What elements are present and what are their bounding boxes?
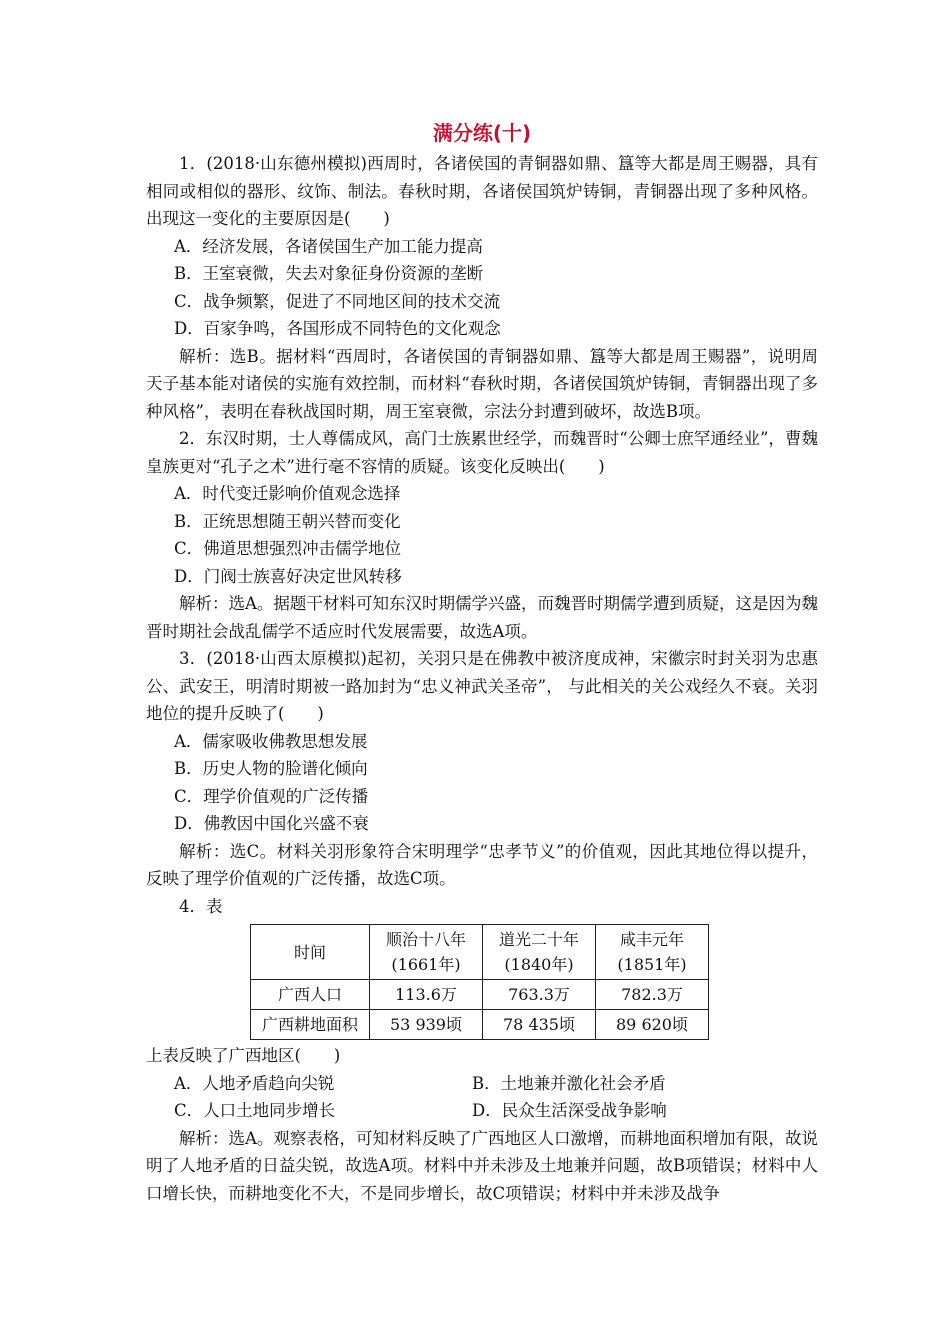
header-year-name: 道光二十年 [498,930,579,949]
question-4-options-row-1 [146,1070,818,1098]
question-2-option-d: D．门阀士族喜好决定世风转移 [174,566,402,586]
table-cell: 78 435顷 [483,1010,596,1040]
question-2-analysis: 解析：选A。据题干材料可知东汉时期儒学兴盛，而魏晋时期儒学遭到质疑，这是因为魏晋时期社会战乱儒学不适应时代发展需要，故选A项。 [146,594,818,641]
question-1-stem: 1．(2018·山东德州模拟)西周时，各诸侯国的青铜器如鼎、簋等大都是周王赐器，具有相同或相似的器形、纹饰、制法。春秋时期，各诸侯国筑炉铸铜，青铜器出现了多种风格。出现这一变化的主要原因是( ) [146,154,818,228]
table-cell: 782.3万 [596,980,709,1010]
question-4-option-c: C．人口土地同步增长 [174,1101,336,1120]
header-year-name: 顺治十八年 [385,930,466,949]
question-4-intro: 4．表 [179,896,223,916]
table-row [251,980,709,1010]
question-3-option-d: D．佛教因中国化兴盛不衰 [174,814,369,833]
table-header-row [251,925,709,980]
question-4-option-d: D．民众生活深受战争影响 [472,1101,667,1120]
header-year-number: (1840年) [504,955,574,974]
question-1-option-a: A．经济发展，各诸侯国生产加工能力提高 [174,236,483,256]
question-1-option-b: B．王室衰微，失去对象征身份资源的垄断 [174,264,484,283]
header-year-number: (1661年) [391,955,461,974]
question-1-analysis: 解析：选B。据材料“西周时，各诸侯国的青铜器如鼎、簋等大都是周王赐器”，说明周天子基本能对诸侯的实施有效控制，而材料“春秋时期，各诸侯国筑炉铸铜，青铜器出现了多种风格”，表明在春秋战国时期，周王室衰微，宗法分封遭到破坏，故选B项。 [146,346,818,421]
table-header-cell [370,925,483,980]
table-row-label: 广西耕地面积 [251,1010,370,1040]
header-year-name: 咸丰元年 [619,930,684,949]
table-cell: 89 620顷 [596,1010,709,1040]
header-year-number: (1851年) [617,955,687,974]
question-3-stem: 3．(2018·山西太原模拟)起初，关羽只是在佛教中被济度成神，宋徽宗时封关羽为忠惠公、武安王，明清时期被一路加封为“忠义神武关圣帝”， 与此相关的关公戏经久不衰。关羽地位的提升反映了( ) [146,649,818,723]
question-4-options-row-2 [146,1097,818,1125]
question-4-stem: 上表反映了广西地区( ) [146,1046,341,1065]
question-2-option-c: C．佛道思想强烈冲击儒学地位 [174,539,402,558]
question-3-option-a: A．儒家吸收佛教思想发展 [174,731,368,751]
question-1-option-d: D．百家争鸣，各国形成不同特色的文化观念 [174,319,501,338]
table-row-label: 广西人口 [251,980,370,1010]
question-2-option-b: B．正统思想随王朝兴替而变化 [174,511,401,531]
page-title: 满分练(十) [432,121,532,145]
question-4-option-a: A．人地矛盾趋向尖锐 [174,1073,335,1093]
question-2-option-a: A．时代变迁影响价值观念选择 [174,484,401,503]
question-4-analysis: 解析：选A。观察表格，可知材料反映了广西地区人口激增，而耕地面积增加有限，故说明了人地矛盾的日益尖锐，故选A项。材料中并未涉及土地兼并问题，故B项错误；材料中人口增长快，而耕地变化不大，不是同步增长，故C项错误；材料中并未涉及战争 [146,1128,818,1203]
table-header-cell [483,925,596,980]
document-page [146,118,818,1207]
population-land-table [250,924,709,1040]
question-1-option-c: C．战争频繁，促进了不同地区间的技术交流 [174,291,501,311]
question-3-analysis: 解析：选C。材料关羽形象符合宋明理学“忠孝节义”的价值观，因此其地位得以提升，反映了理学价值观的广泛传播，故选C项。 [146,841,818,888]
table-header-cell: 时间 [251,925,370,980]
table-cell: 113.6万 [370,980,483,1010]
table-cell: 763.3万 [483,980,596,1010]
table-row [251,1010,709,1040]
table-header-cell [596,925,709,980]
question-2-stem: 2．东汉时期，士人尊儒成风，高门士族累世经学，而魏晋时“公卿士庶罕通经业”，曹魏皇族更对“孔子之术”进行毫不容情的质疑。该变化反映出( ) [146,429,818,476]
question-3-option-b: B．历史人物的脸谱化倾向 [174,759,368,778]
table-cell: 53 939顷 [370,1010,483,1040]
question-3-option-c: C．理学价值观的广泛传播 [174,786,369,806]
question-4-option-b: B．土地兼并激化社会矛盾 [472,1073,666,1093]
